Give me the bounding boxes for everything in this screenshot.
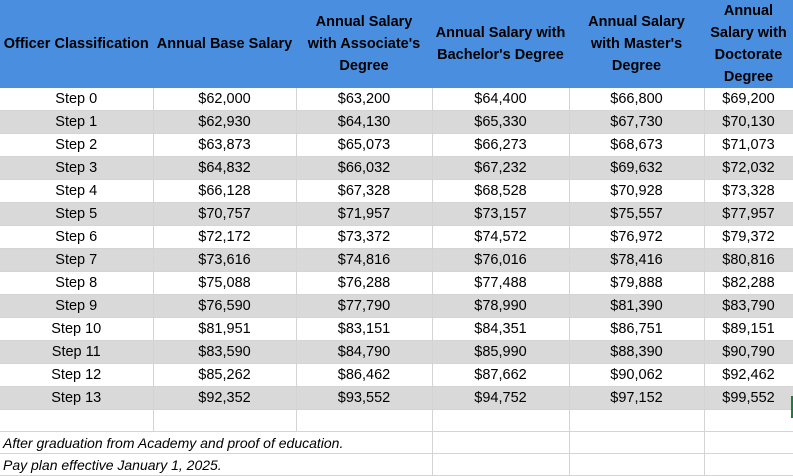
table-body — [0, 88, 793, 476]
note-cell[interactable] — [0, 454, 222, 476]
salary-cell[interactable]: $76,288 — [296, 272, 432, 295]
salary-cell[interactable]: $66,273 — [432, 134, 569, 157]
step-cell[interactable]: Step 9 — [0, 295, 153, 318]
salary-cell[interactable]: $67,730 — [569, 111, 704, 134]
table-row — [0, 341, 793, 364]
column-header[interactable]: Annual Salary with Master's Degree — [569, 0, 704, 88]
empty-cell[interactable] — [153, 410, 296, 432]
step-cell[interactable]: Step 12 — [0, 364, 153, 387]
salary-cell[interactable]: $93,552 — [296, 387, 432, 410]
salary-cell[interactable]: $90,790 — [704, 341, 793, 364]
salary-cell[interactable]: $70,757 — [153, 203, 296, 226]
salary-cell[interactable]: $72,032 — [704, 157, 793, 180]
salary-cell[interactable]: $92,462 — [704, 364, 793, 387]
step-cell[interactable]: Step 5 — [0, 203, 153, 226]
salary-cell[interactable]: $77,790 — [296, 295, 432, 318]
salary-cell[interactable]: $68,528 — [432, 180, 569, 203]
salary-cell[interactable]: $86,462 — [296, 364, 432, 387]
header-row — [0, 0, 793, 88]
salary-cell[interactable]: $64,400 — [432, 88, 569, 111]
salary-cell[interactable]: $79,372 — [704, 226, 793, 249]
salary-cell[interactable]: $69,200 — [704, 88, 793, 111]
salary-cell[interactable]: $83,590 — [153, 341, 296, 364]
table-row — [0, 387, 793, 410]
empty-cell[interactable] — [569, 432, 704, 454]
table-row — [0, 364, 793, 387]
salary-cell[interactable]: $82,288 — [704, 272, 793, 295]
step-cell[interactable]: Step 1 — [0, 111, 153, 134]
salary-cell[interactable]: $63,200 — [296, 88, 432, 111]
table-row — [0, 134, 793, 157]
salary-cell[interactable]: $72,172 — [153, 226, 296, 249]
salary-cell[interactable]: $65,330 — [432, 111, 569, 134]
salary-cell[interactable]: $85,262 — [153, 364, 296, 387]
empty-cell[interactable] — [0, 410, 153, 432]
table-row — [0, 203, 793, 226]
empty-cell[interactable] — [569, 410, 704, 432]
salary-cell[interactable]: $83,151 — [296, 318, 432, 341]
salary-cell[interactable]: $62,000 — [153, 88, 296, 111]
column-header[interactable]: Annual Salary with Bachelor's Degree — [432, 0, 569, 88]
salary-cell[interactable]: $90,062 — [569, 364, 704, 387]
salary-cell[interactable]: $66,128 — [153, 180, 296, 203]
salary-cell[interactable]: $83,790 — [704, 295, 793, 318]
step-cell[interactable]: Step 6 — [0, 226, 153, 249]
salary-cell[interactable]: $74,816 — [296, 249, 432, 272]
table-row — [0, 295, 793, 318]
salary-cell[interactable]: $78,990 — [432, 295, 569, 318]
table-row — [0, 157, 793, 180]
salary-cell[interactable]: $77,488 — [432, 272, 569, 295]
note-row — [0, 432, 793, 454]
note-text: After graduation from Academy and proof of education. — [3, 435, 344, 451]
empty-row — [0, 410, 793, 432]
salary-cell[interactable]: $79,888 — [569, 272, 704, 295]
step-cell[interactable]: Step 11 — [0, 341, 153, 364]
column-header[interactable]: Annual Salary with Doctorate Degree — [704, 0, 793, 88]
step-cell[interactable]: Step 3 — [0, 157, 153, 180]
salary-cell[interactable]: $67,328 — [296, 180, 432, 203]
table-header — [0, 0, 793, 88]
table-row — [0, 180, 793, 203]
salary-cell[interactable]: $70,928 — [569, 180, 704, 203]
salary-cell[interactable]: $63,873 — [153, 134, 296, 157]
step-cell[interactable]: Step 10 — [0, 318, 153, 341]
salary-cell[interactable]: $67,232 — [432, 157, 569, 180]
salary-cell[interactable]: $76,972 — [569, 226, 704, 249]
salary-cell[interactable]: $68,673 — [569, 134, 704, 157]
salary-cell[interactable]: $97,152 — [569, 387, 704, 410]
salary-cell[interactable]: $77,957 — [704, 203, 793, 226]
salary-cell[interactable]: $78,416 — [569, 249, 704, 272]
salary-cell[interactable]: $73,616 — [153, 249, 296, 272]
salary-cell[interactable]: $62,930 — [153, 111, 296, 134]
salary-cell[interactable]: $80,816 — [704, 249, 793, 272]
note-cell[interactable] — [0, 432, 344, 454]
salary-cell[interactable]: $71,073 — [704, 134, 793, 157]
empty-cell[interactable] — [296, 454, 432, 476]
note-text: Pay plan effective January 1, 2025. — [3, 457, 222, 473]
salary-cell[interactable]: $76,590 — [153, 295, 296, 318]
salary-cell[interactable]: $74,572 — [432, 226, 569, 249]
step-cell[interactable]: Step 4 — [0, 180, 153, 203]
salary-cell[interactable]: $81,951 — [153, 318, 296, 341]
salary-cell[interactable]: $89,151 — [704, 318, 793, 341]
empty-cell[interactable] — [432, 410, 569, 432]
salary-cell[interactable]: $76,016 — [432, 249, 569, 272]
salary-cell[interactable]: $66,032 — [296, 157, 432, 180]
salary-cell[interactable]: $64,130 — [296, 111, 432, 134]
salary-cell[interactable]: $71,957 — [296, 203, 432, 226]
salary-cell[interactable]: $69,632 — [569, 157, 704, 180]
note-row — [0, 454, 793, 476]
empty-cell[interactable] — [569, 454, 704, 476]
salary-cell[interactable]: $84,790 — [296, 341, 432, 364]
salary-cell[interactable]: $99,552 — [704, 387, 793, 410]
table-row — [0, 272, 793, 295]
salary-cell[interactable]: $94,752 — [432, 387, 569, 410]
empty-cell[interactable] — [704, 432, 793, 454]
salary-cell[interactable]: $81,390 — [569, 295, 704, 318]
table-row — [0, 88, 793, 111]
salary-cell[interactable]: $65,073 — [296, 134, 432, 157]
empty-cell[interactable] — [704, 454, 793, 476]
empty-cell[interactable] — [704, 410, 793, 432]
salary-cell[interactable]: $64,832 — [153, 157, 296, 180]
empty-cell[interactable] — [432, 432, 569, 454]
column-header[interactable]: Officer Classification — [0, 0, 153, 88]
salary-cell[interactable]: $92,352 — [153, 387, 296, 410]
salary-cell[interactable]: $87,662 — [432, 364, 569, 387]
column-header[interactable]: Annual Base Salary — [153, 0, 296, 88]
salary-cell[interactable]: $84,351 — [432, 318, 569, 341]
step-cell[interactable]: Step 8 — [0, 272, 153, 295]
empty-cell[interactable] — [296, 410, 432, 432]
column-header[interactable]: Annual Salary with Associate's Degree — [296, 0, 432, 88]
salary-cell[interactable]: $73,372 — [296, 226, 432, 249]
salary-cell[interactable]: $70,130 — [704, 111, 793, 134]
step-cell[interactable]: Step 13 — [0, 387, 153, 410]
table-row — [0, 226, 793, 249]
table-row — [0, 111, 793, 134]
salary-cell[interactable]: $88,390 — [569, 341, 704, 364]
salary-cell[interactable]: $85,990 — [432, 341, 569, 364]
salary-cell[interactable]: $75,088 — [153, 272, 296, 295]
salary-cell[interactable]: $86,751 — [569, 318, 704, 341]
step-cell[interactable]: Step 0 — [0, 88, 153, 111]
step-cell[interactable]: Step 2 — [0, 134, 153, 157]
table-row — [0, 249, 793, 272]
table-row — [0, 318, 793, 341]
step-cell[interactable]: Step 7 — [0, 249, 153, 272]
salary-cell[interactable]: $66,800 — [569, 88, 704, 111]
empty-cell[interactable] — [432, 454, 569, 476]
salary-cell[interactable]: $75,557 — [569, 203, 704, 226]
salary-cell[interactable]: $73,157 — [432, 203, 569, 226]
salary-cell[interactable]: $73,328 — [704, 180, 793, 203]
